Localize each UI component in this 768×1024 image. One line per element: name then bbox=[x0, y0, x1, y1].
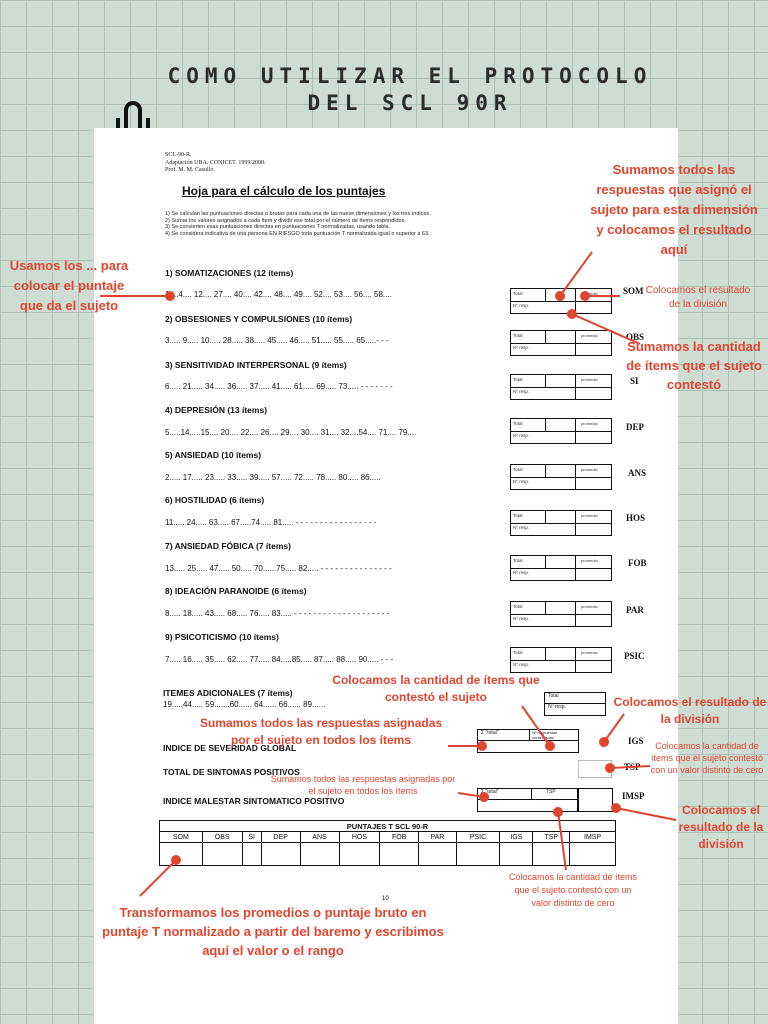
promedio-label: promedio bbox=[581, 604, 598, 609]
sum-total-label: Σ "total" bbox=[478, 730, 530, 740]
nresp-label: Nº resp. bbox=[513, 433, 530, 438]
nresp-label: Nº resp. bbox=[513, 662, 530, 667]
instruction-line: 2) Sumar los valores asignados a cada ítem y dividir ese total por el número de ítems respondidos. bbox=[165, 217, 406, 224]
nresp-label: Nº resp. bbox=[513, 345, 530, 350]
dimension-code: OBS bbox=[626, 332, 645, 342]
adicionales-items: 19.....44..... 59.......60...... 64...... 66...... 89...... bbox=[163, 700, 326, 709]
arrow-line bbox=[560, 252, 592, 296]
arrow-line bbox=[522, 706, 550, 746]
dimension-code: FOB bbox=[628, 558, 647, 568]
total-label: Total bbox=[513, 467, 523, 472]
dimension-code: ANS bbox=[628, 468, 647, 478]
annotation: Colocamos la cantidad de ítems que el sujeto contestó con un valor distinto de cero bbox=[508, 872, 638, 908]
promedio-label: promedio bbox=[581, 467, 598, 472]
total-label: Total bbox=[513, 291, 523, 296]
puntajes-col-psic: PSIC bbox=[456, 832, 500, 843]
sum-total-label: Σ "total" bbox=[478, 789, 532, 799]
section-title: 4) DEPRESIÓN (13 ítems) bbox=[165, 405, 268, 415]
annotation: Sumamos todos las respuestas asignadas por el sujeto en todos los ítems bbox=[199, 716, 443, 747]
total-label: Total bbox=[513, 558, 523, 563]
puntajes-col-imsp: IMSP bbox=[570, 832, 616, 843]
section-items: 8..... 18..... 43..... 68..... 76..... 83..... - - - - - - - - - - - - - - - - - - - - bbox=[165, 609, 390, 618]
annotation: Usamos los ... para colocar el puntaje que da el sujeto bbox=[9, 258, 129, 313]
promedio-label: promedio bbox=[581, 333, 598, 338]
imsp-label: INDICE MALESTAR SINTOMATICO POSITIVO bbox=[163, 796, 345, 806]
header-line: SCL-90-R. bbox=[165, 152, 192, 158]
section-title: 2) OBSESIONES Y COMPULSIONES (10 ítems) bbox=[165, 314, 353, 324]
arrow-line bbox=[140, 860, 176, 896]
arrow-line bbox=[458, 793, 484, 797]
puntajes-col-par: PAR bbox=[419, 832, 457, 843]
puntajes-col-tsp: TSP bbox=[533, 832, 570, 843]
instruction-line: 3) Se convierten esas puntuaciones directas en puntuaciones T normalizadas, usando tabla. bbox=[165, 224, 391, 230]
imsp-code: IMSP bbox=[622, 791, 645, 801]
annotation: Colocamos la cantidad de ítems que contestó el sujeto bbox=[332, 673, 540, 704]
tsp-code: TSP bbox=[624, 762, 641, 772]
section-items: 7..... 16..... 35..... 62..... 77..... 84.....85..... 87..... 88..... 90..... - - - bbox=[165, 655, 394, 664]
total-label: Total bbox=[513, 604, 523, 609]
section-items: 1....4.... 12.... 27.... 40.... 42.... 48.... 49.... 52.... 53.... 56.... 58.... bbox=[165, 290, 392, 299]
promedio-label: promedio bbox=[581, 421, 598, 426]
nresp-label: Nº resp. bbox=[513, 389, 530, 394]
nresp-label: Nº resp. bbox=[548, 704, 566, 710]
section-items: 13..... 25..... 47..... 50..... 70......75..... 82..... - - - - - - - - - - - - - - - bbox=[165, 564, 392, 573]
annotation: Colocamos el resultado de la división bbox=[613, 695, 767, 726]
section-title: 7) ANSIEDAD FÓBICA (7 ítems) bbox=[165, 541, 291, 551]
nresp-label: Nº resp. bbox=[513, 570, 530, 575]
title-line-1: COMO UTILIZAR EL PROTOCOLO bbox=[167, 64, 653, 88]
promedio-label: promedio bbox=[581, 513, 598, 518]
section-title: 8) IDEACIÓN PARANOIDE (6 ítems) bbox=[165, 586, 307, 596]
puntajes-col-obs: OBS bbox=[202, 832, 242, 843]
section-title: 6) HOSTILIDAD (6 ítems) bbox=[165, 495, 265, 505]
promedio-label: promedio bbox=[581, 291, 598, 296]
n-resp-label: Nº respuestas contestadas bbox=[532, 730, 558, 740]
puntajes-col-hos: HOS bbox=[339, 832, 380, 843]
total-label: Total bbox=[513, 650, 523, 655]
doc-title: Hoja para el cálculo de los puntajes bbox=[182, 184, 386, 198]
total-label: Total bbox=[513, 333, 523, 338]
instruction-line: 1) Se calculan las puntuaciones directas o brutas para cada una de las nueve dimensiones y los tres índices. bbox=[165, 211, 431, 217]
igs-label: INDICE DE SEVERIDAD GLOBAL bbox=[163, 743, 297, 753]
total-label: Total bbox=[513, 513, 523, 518]
puntajes-col-ans: ANS bbox=[300, 832, 339, 843]
dimension-code: SI bbox=[630, 376, 639, 386]
annotation: Sumamos todos las respuestas que asignó el sujeto para esta dimensión y colocamos el resultado aquí bbox=[590, 162, 758, 257]
promedio-label: promedio bbox=[581, 377, 598, 382]
page-number: 10 bbox=[382, 896, 389, 902]
arrow-line bbox=[572, 314, 640, 344]
header-line: Prof. M. M. Casullo. bbox=[165, 167, 215, 173]
arrow-line bbox=[616, 808, 676, 820]
dimension-code: PSIC bbox=[624, 651, 645, 661]
instruction-line: 4) Se considera indicativa de una persona EN RIESGO toda puntuación T normalizada igual o superior a 63. bbox=[165, 230, 430, 237]
section-items: 11..... 24..... 63..... 67.....74..... 81..... - - - - - - - - - - - - - - - - - bbox=[165, 518, 377, 527]
arrow-line bbox=[558, 812, 566, 870]
puntajes-col-fob: FOB bbox=[380, 832, 419, 843]
title-line-2: DEL SCL 90R bbox=[307, 91, 513, 115]
section-title: 1) SOMATIZACIONES (12 ítems) bbox=[165, 268, 294, 278]
header-line: Adaptación UBA. CONICET. 1999/2008. bbox=[165, 159, 266, 166]
annotation: Colocamos la cantidad de ítems que el sujeto contestó con un valor distinto de cero bbox=[650, 741, 764, 775]
annotation: Sumamos todos las respuestas asignadas por el sujeto en todos los ítems bbox=[270, 774, 456, 796]
nresp-label: Nº resp. bbox=[513, 479, 530, 484]
dimension-code: PAR bbox=[626, 605, 644, 615]
dimension-code: SOM bbox=[623, 286, 644, 296]
puntajes-col-som: SOM bbox=[160, 832, 203, 843]
puntajes-title: PUNTAJES T SCL 90-R bbox=[160, 821, 616, 832]
annotation: Colocamos el resultado de la división bbox=[645, 285, 751, 310]
tsp-label: TOTAL DE SINTOMAS POSITIVOS bbox=[163, 767, 300, 777]
annotation: Sumamos la cantidad de ítems que el sujeto contestó bbox=[626, 339, 762, 392]
annotation: Colocamos el resultado de la división bbox=[678, 803, 764, 851]
section-items: 6..... 21..... 34..... 36..... 37..... 41..... 61..... 69..... 73..... - - - - - - - bbox=[165, 382, 393, 391]
annotation: Transformamos los promedios o puntaje bruto en puntaje T normalizado a partir del baremo y escribimos aquí el valor o el rango bbox=[102, 905, 444, 958]
section-title: 9) PSICOTICISMO (10 ítems) bbox=[165, 632, 279, 642]
nresp-label: Nº resp. bbox=[513, 525, 530, 530]
dimension-code: HOS bbox=[626, 513, 646, 523]
tsp-small-label: TSP bbox=[546, 789, 556, 795]
promedio-label: promedio bbox=[581, 650, 598, 655]
nresp-label: Nº resp. bbox=[513, 616, 530, 621]
nresp-label: Nº resp. bbox=[513, 303, 530, 308]
igs-code: IGS bbox=[628, 736, 644, 746]
adicionales-title: ITEMES ADICIONALES (7 ítems) bbox=[163, 688, 293, 698]
total-label: Total bbox=[513, 377, 523, 382]
promedio-label: promedio bbox=[581, 558, 598, 563]
section-items: 3..... 9..... 10..... 28..... 38..... 45..... 46..... 51..... 55..... 65.....- - - bbox=[165, 336, 389, 345]
dimension-code: DEP bbox=[626, 422, 644, 432]
puntajes-col-si: SI bbox=[242, 832, 261, 843]
section-items: 5.....14.....15.... 20.... 22.... 26.... 29.... 30.... 31.... 32....54.... 71.... 79.... bbox=[165, 428, 417, 437]
section-title: 3) SENSITIVIDAD INTERPERSONAL (9 ítems) bbox=[165, 360, 347, 370]
total-label: Total bbox=[513, 421, 523, 426]
arrow-line bbox=[604, 714, 624, 742]
puntajes-col-igs: IGS bbox=[500, 832, 533, 843]
section-items: 2..... 17..... 23..... 33..... 39..... 57..... 72..... 78..... 80..... 86..... bbox=[165, 473, 381, 482]
section-title: 5) ANSIEDAD (10 ítems) bbox=[165, 450, 262, 460]
puntajes-col-dep: DEP bbox=[261, 832, 300, 843]
total-label: Total bbox=[545, 693, 605, 704]
arrow-line bbox=[610, 766, 650, 768]
